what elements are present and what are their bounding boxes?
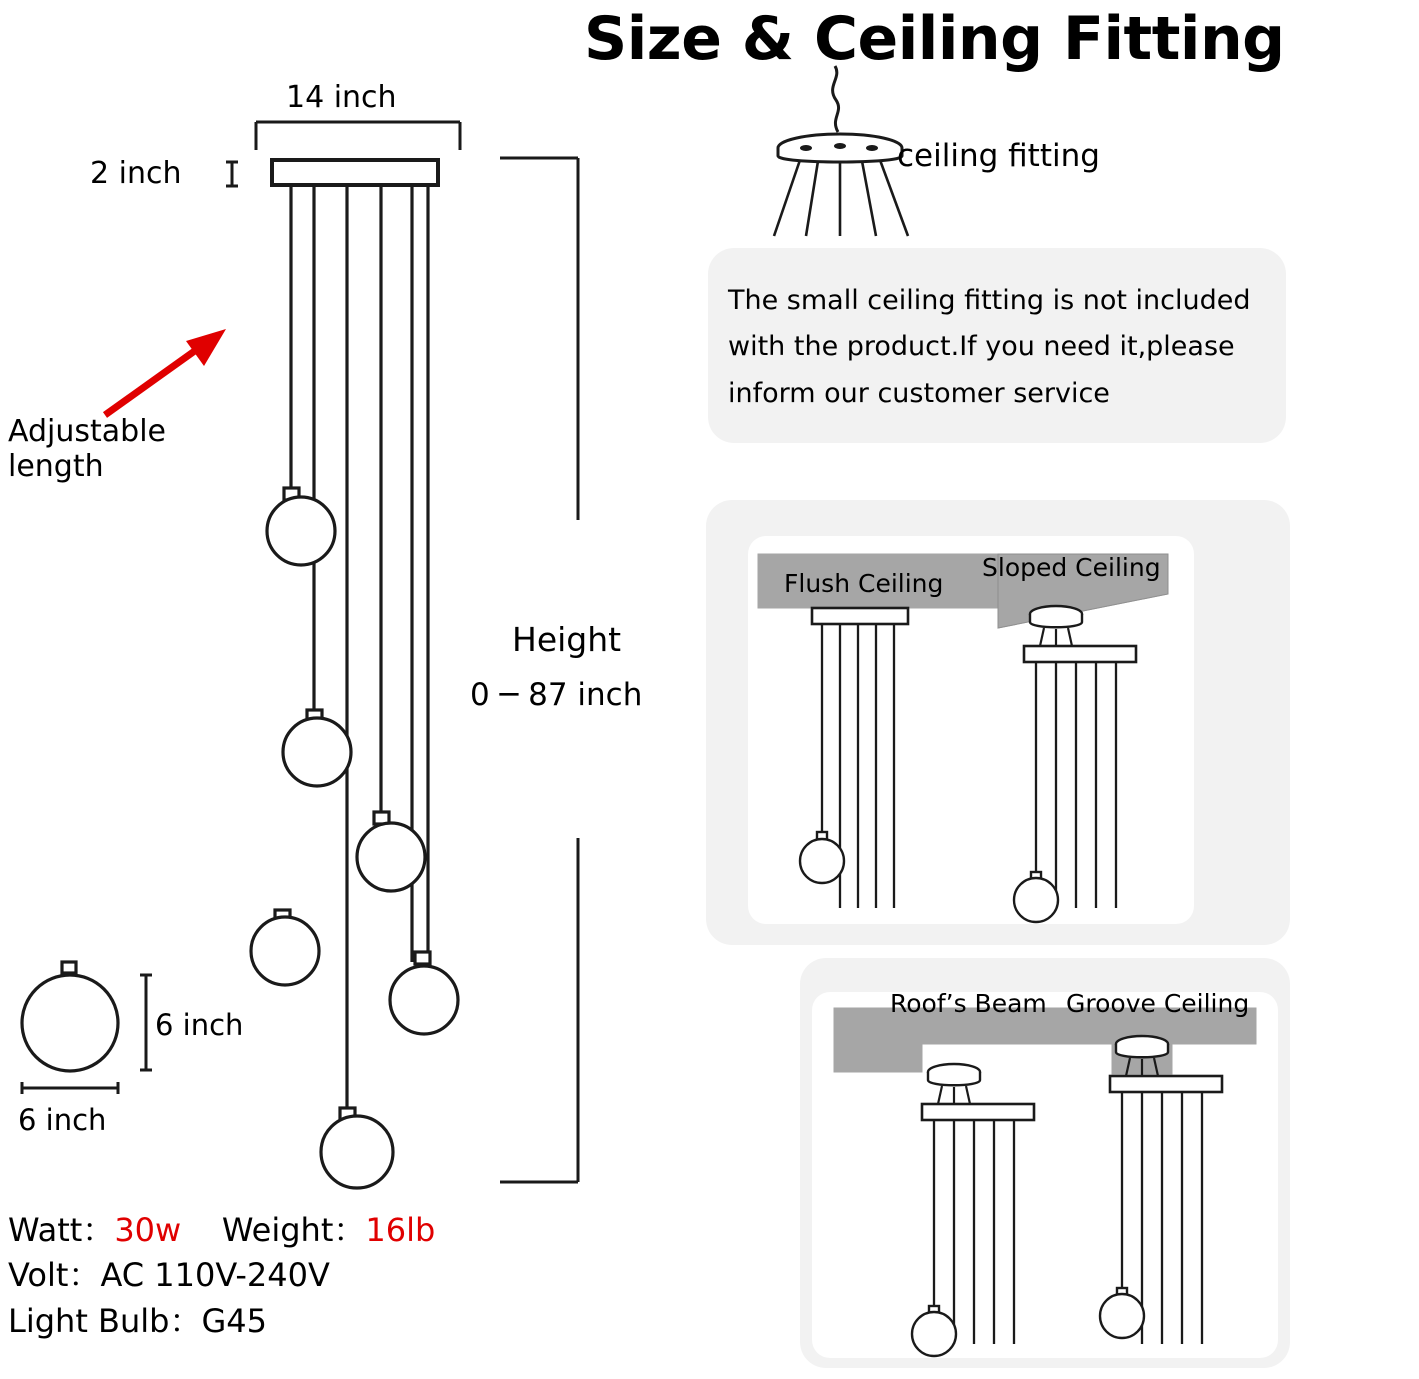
height-value-label: 0 ─ 87 inch — [470, 677, 643, 713]
spec-row-watt-weight — [8, 1208, 435, 1253]
specifications-block — [8, 1208, 435, 1344]
spec-volt-value: AC 110V-240V — [100, 1256, 330, 1295]
product-dimension-diagram — [0, 0, 700, 1200]
ceiling-type-label-groove: Groove Ceiling — [1066, 989, 1250, 1018]
globe-height-label: 6 inch — [155, 1008, 244, 1042]
globe-width-label: 6 inch — [18, 1103, 107, 1137]
spec-watt-value: 30w — [114, 1211, 182, 1249]
spec-row-bulb — [8, 1299, 435, 1344]
spec-row-volt — [8, 1253, 435, 1298]
spec-bulb-value: G45 — [201, 1301, 267, 1340]
ceiling-type-label-flush: Flush Ceiling — [784, 569, 944, 598]
width-dimension-label: 14 inch — [286, 80, 397, 115]
ceiling-fitting-label: ceiling fitting — [897, 138, 1100, 174]
spec-weight-value: 16lb — [365, 1211, 436, 1249]
page-title: Size & Ceiling Fitting — [584, 4, 1285, 74]
spec-weight-key: Weight： — [221, 1211, 366, 1249]
spec-watt-key: Watt： — [8, 1211, 115, 1249]
spec-volt-key: Volt： — [8, 1256, 101, 1295]
note-text: The small ceiling fitting is not included with the product.If you need it,please inform our customer service — [728, 285, 1251, 409]
ceiling-type-label-sloped: Sloped Ceiling — [982, 553, 1161, 582]
canopy-thickness-label: 2 inch — [90, 156, 182, 191]
beam-and-groove-ceiling-drawing — [812, 992, 1278, 1358]
ceiling-types-card-lower — [812, 992, 1278, 1358]
height-label: Height — [512, 620, 622, 659]
ceiling-type-label-beam: Roof’s Beam — [890, 989, 1047, 1018]
adjustable-length-arrow — [105, 350, 196, 415]
spec-bulb-key: Light Bulb： — [8, 1301, 202, 1340]
adjustable-length-label: Adjustable length — [8, 414, 166, 484]
